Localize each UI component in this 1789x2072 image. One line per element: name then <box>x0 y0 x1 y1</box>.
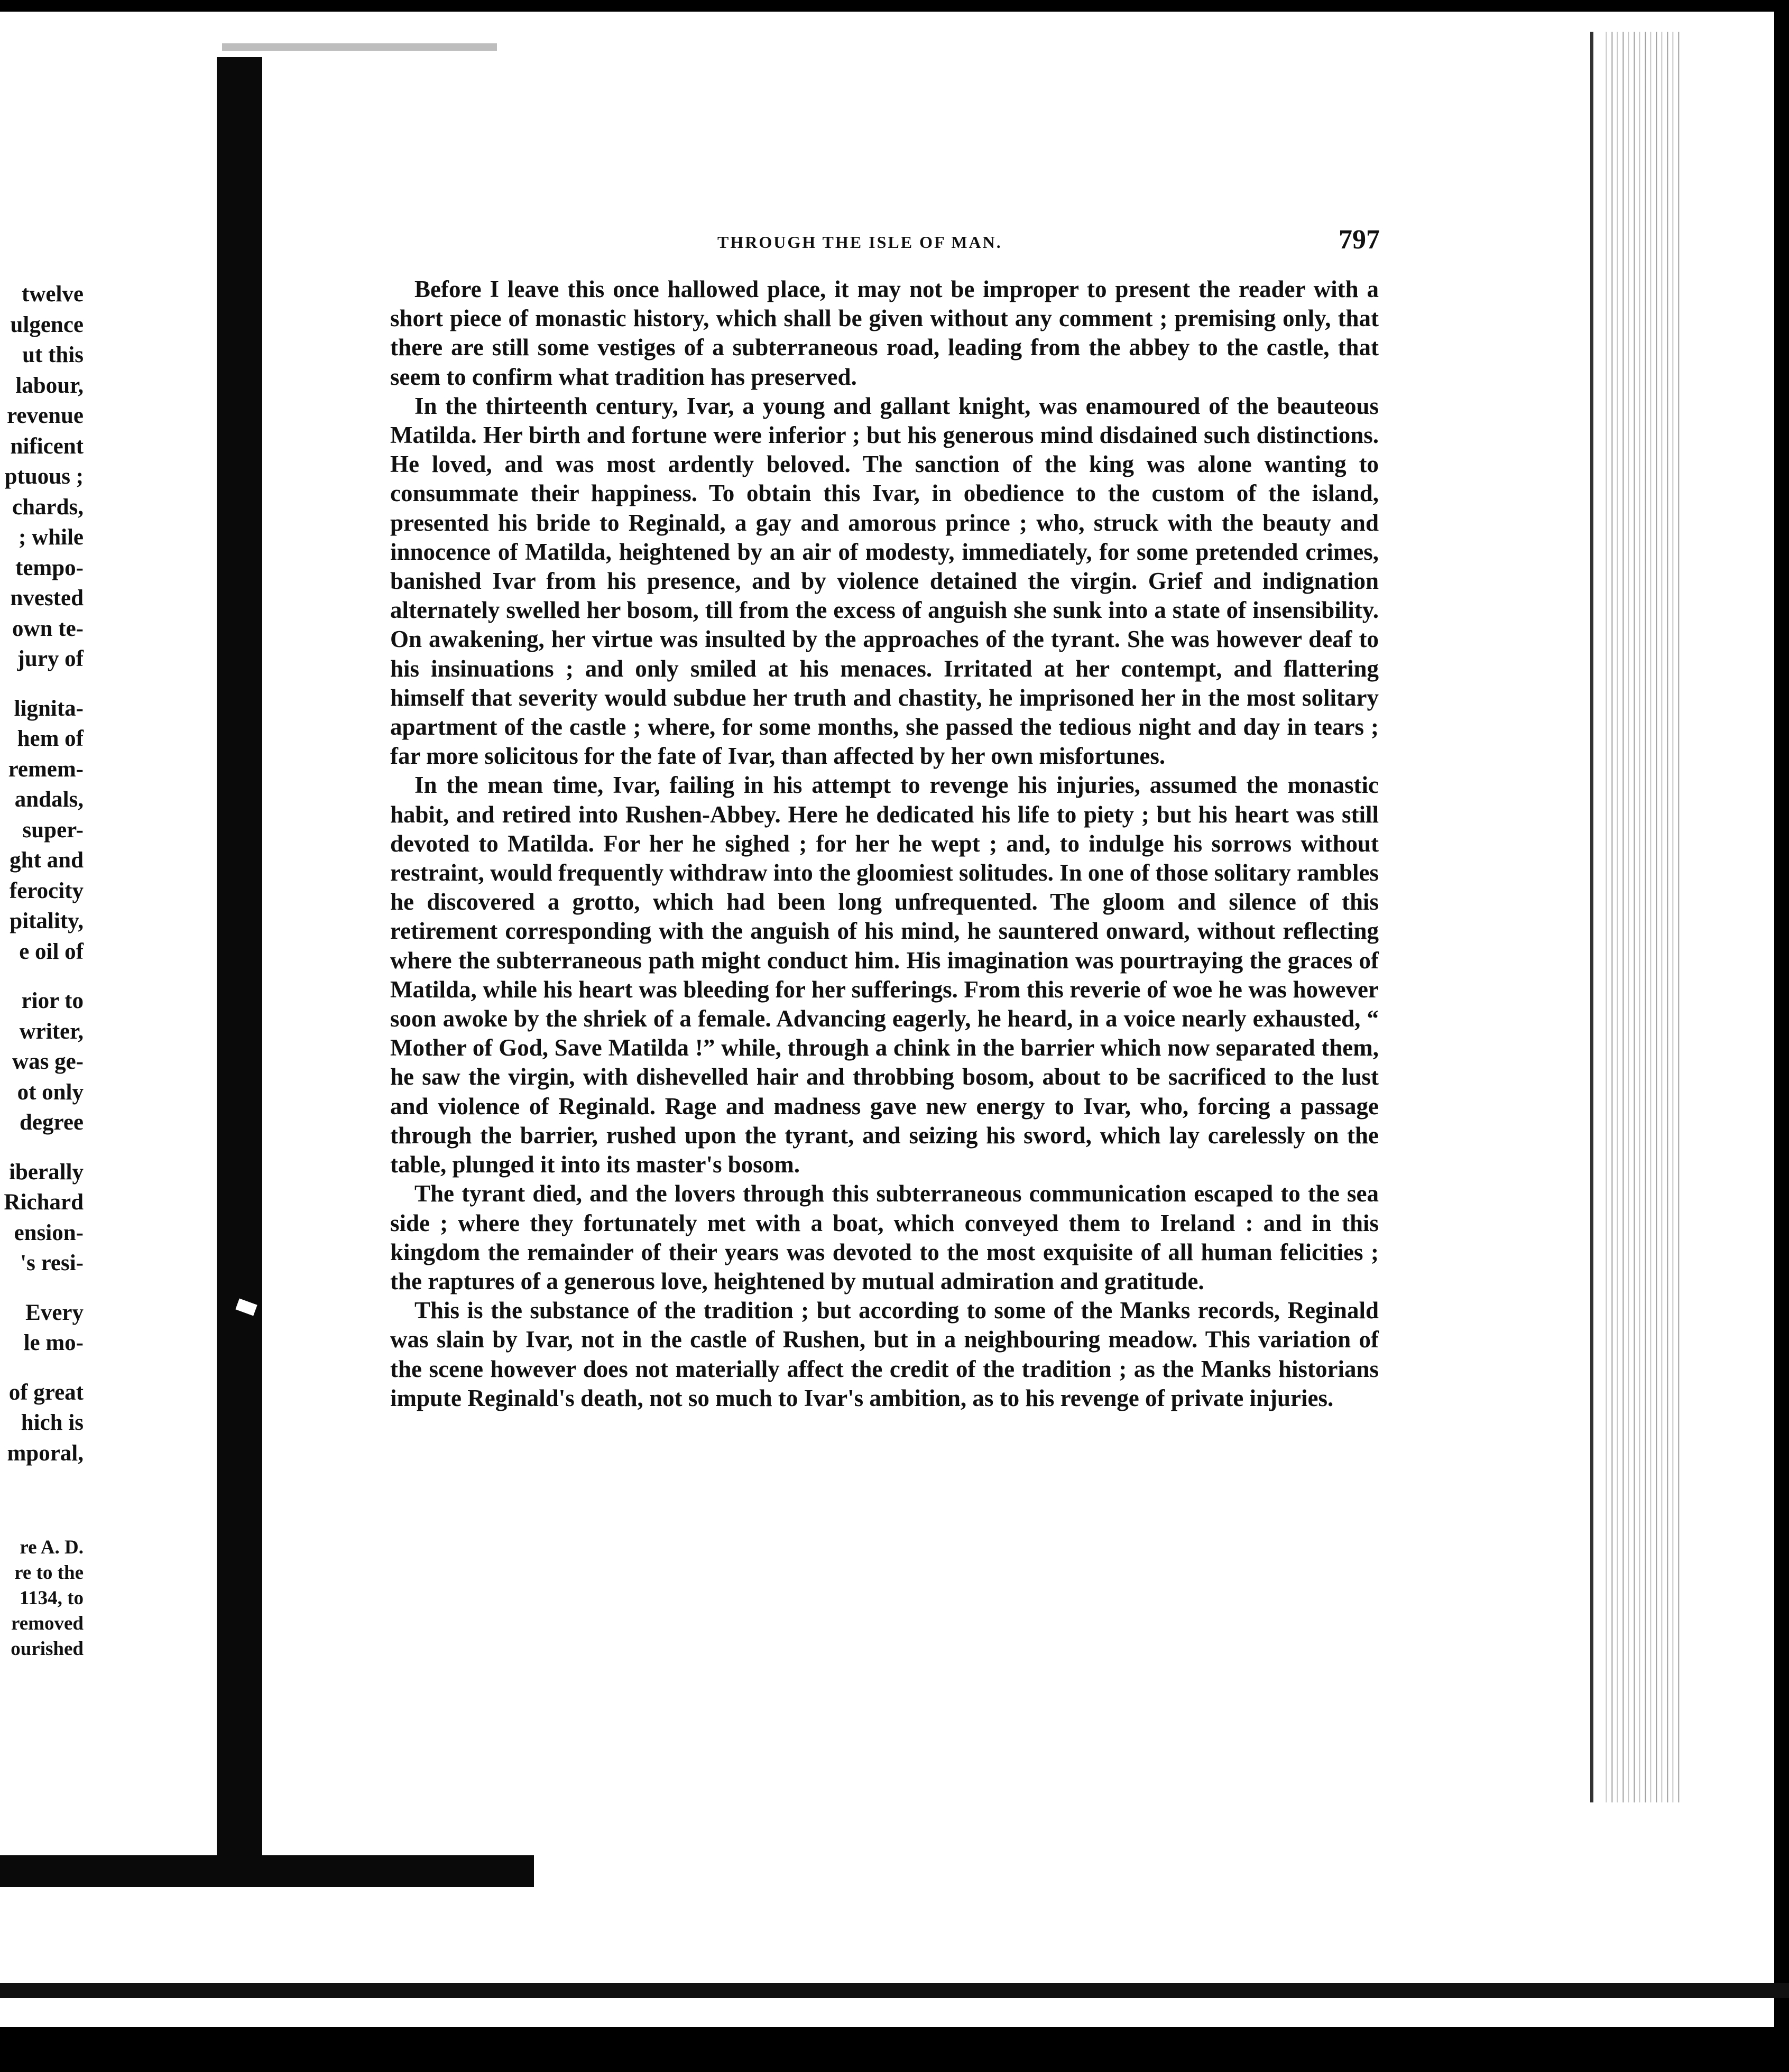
left-fragment-line: hich is <box>21 1410 84 1435</box>
book-spine-base <box>0 1855 534 1887</box>
left-fragment-line: twelve <box>22 282 84 307</box>
left-fragment-line: ferocity <box>9 878 84 903</box>
left-fragment-line: revenue <box>7 403 84 428</box>
left-fragment-line: degree <box>20 1110 84 1135</box>
page-body <box>390 275 1379 1413</box>
paragraph-intro: Before I leave this once hallowed place, it may not be improper to present the reader with a short piece of monastic history, which shall be given without any comment ; premising only, that there are still some vestiges of a subterraneous road, leading from the abbey to the castle, that seem to confirm what tradition has preserved. <box>390 276 1379 390</box>
left-fragment-line: pitality, <box>10 909 84 933</box>
bottom-cover-band <box>0 1983 1789 1998</box>
left-fragment-line: of great <box>8 1380 84 1405</box>
left-fragment-line: ght and <box>10 848 84 873</box>
page-stack-edge <box>1602 32 1681 1802</box>
left-fragment-spacer <box>0 674 211 693</box>
book-spine-gutter <box>217 57 262 1865</box>
left-fragment-spacer <box>0 1279 211 1298</box>
left-fragment-line: chards, <box>12 494 84 520</box>
paragraph-tradition: This is the substance of the tradition ; but according to some of the Manks records, Reginald was slain by Ivar, not in the castle of Rushen, but in a neighbouring meadow. This variation of the scene however does not materially affect the credit of the tradition ; as the Manks historians impute Reginald's death, not so much to Ivar's ambition, as to his revenge of private injuries. <box>390 1297 1379 1411</box>
page-number: 797 <box>1339 225 1380 255</box>
left-fragment-line: ension- <box>14 1220 84 1245</box>
right-scan-edge <box>1774 0 1789 2072</box>
left-fragment-line: was ge- <box>12 1049 84 1074</box>
left-footnote-line: ourished <box>11 1638 84 1660</box>
left-fragment-line: rior to <box>21 988 84 1013</box>
left-fragment-line: nificent <box>10 433 84 459</box>
left-page-fragment <box>0 279 211 1468</box>
left-fragment-line: nvested <box>10 586 84 610</box>
left-footnote-line: removed <box>11 1613 84 1634</box>
running-head: THROUGH THE ISLE OF MAN. <box>717 233 1002 252</box>
bottom-scan-edge <box>0 2027 1789 2072</box>
right-page-edge-line <box>1590 32 1593 1802</box>
left-fragment-line: ut this <box>22 343 84 367</box>
left-fragment-line: jury of <box>17 646 84 671</box>
left-fragment-line: 's resi- <box>20 1251 84 1275</box>
top-scan-edge <box>0 0 1789 12</box>
left-fragment-line: remem- <box>8 756 84 782</box>
left-fragment-spacer <box>0 1358 211 1377</box>
paragraph-escape: The tyrant died, and the lovers through this subterraneous communication escaped to the sea side ; where they fortunately met with a boat, which conveyed them to Ireland : and in this kingdom the remainder of their years was devoted to the most exquisite of all human felicities ; the raptures of a generous love, heightened by mutual admiration and gratitude. <box>390 1180 1379 1294</box>
left-fragment-line: Every <box>25 1300 84 1325</box>
left-fragment-line: Richard <box>4 1190 84 1215</box>
left-page-footnote-fragment <box>0 1535 211 1662</box>
left-fragment-line: ; while <box>18 525 84 550</box>
left-footnote-line: re A. D. <box>20 1537 84 1558</box>
left-fragment-line: ot only <box>17 1079 84 1105</box>
left-fragment-line: le mo- <box>23 1330 84 1355</box>
left-footnote-line: re to the <box>14 1562 84 1584</box>
paragraph-rushen-abbey: In the mean time, Ivar, failing in his attempt to revenge his injuries, assumed the monastic habit, and retired into Rushen-Abbey. Here he dedicated his life to piety ; but his heart was still devoted to Matilda. For her he sighed ; for her he wept ; and, to indulge his sorrows without restraint, would frequently withdraw into the gloomiest solitudes. In one of those solitary rambles he discovered a grotto, which had been long unfrequented. The gloom and silence of this retirement corresponding with the anguish of his mind, he sauntered onward, without reflecting where the subterraneous path might conduct him. His imagination was pourtraying the graces of Matilda, while his heart was bleeding for her sufferings. From this reverie of woe he was however soon awoke by the shriek of a female. Advancing eagerly, he heard, in a voice nearly exhausted, “ Mother of God, Save Matilda !” while, through a chink in the barrier which now separated them, he saw the virgin, with dishevelled hair and throbbing bosom, about to be sacrificed to the lust and violence of Reginald. Rage and madness gave new energy to Ivar, who, forcing a passage through the barrier, rushed upon the tyrant, and seizing his sword, which lay carelessly on the table, plunged it into its master's bosom. <box>390 772 1379 1178</box>
left-fragment-line: ptuous ; <box>4 464 84 489</box>
left-fragment-line: mporal, <box>7 1440 84 1466</box>
left-footnote-line: 1134, to <box>19 1587 84 1609</box>
left-fragment-line: e oil of <box>19 939 84 964</box>
left-fragment-spacer <box>0 967 211 986</box>
left-fragment-line: lignita- <box>14 696 84 721</box>
left-fragment-line: iberally <box>9 1159 84 1185</box>
left-fragment-line: hem of <box>17 726 84 751</box>
paragraph-ivar-matilda: In the thirteenth century, Ivar, a young and gallant knight, was enamoured of the beauteous Matilda. Her birth and fortune were inferior ; but his generous mind disdained such distinctions. He loved, and was most ardently beloved. The sanction of the king was alone wanting to consummate their happiness. To obtain this Ivar, in obedience to the custom of the island, presented his bride to Reginald, a gay and amorous prince ; who, struck with the beauty and innocence of Matilda, heightened by an air of modesty, immediately, for some pretended crimes, banished Ivar from his presence, and by violence detained the virgin. Grief and indignation alternately swelled her bosom, till from the excess of anguish she sunk into a state of insensibility. On awakening, her virtue was insulted by the approaches of the tyrant. She was however deaf to his insinuations ; and only smiled at his menaces. Irritated at her contempt, and flattering himself that severity would subdue her truth and chastity, he imprisoned her in the most solitary apartment of the castle ; where, for some months, she passed the tedious night and day in tears ; far more solicitous for the fate of Ivar, than affected by her own misfortunes. <box>390 392 1379 770</box>
left-fragment-line: writer, <box>19 1019 84 1044</box>
left-fragment-line: andals, <box>14 787 84 812</box>
top-page-shadow <box>222 43 497 51</box>
left-fragment-spacer <box>0 1138 211 1157</box>
left-fragment-line: labour, <box>15 373 84 398</box>
left-fragment-line: tempo- <box>15 555 84 580</box>
left-fragment-line: ulgence <box>10 312 84 337</box>
left-fragment-line: super- <box>22 817 84 843</box>
left-fragment-line: own te- <box>12 616 84 641</box>
